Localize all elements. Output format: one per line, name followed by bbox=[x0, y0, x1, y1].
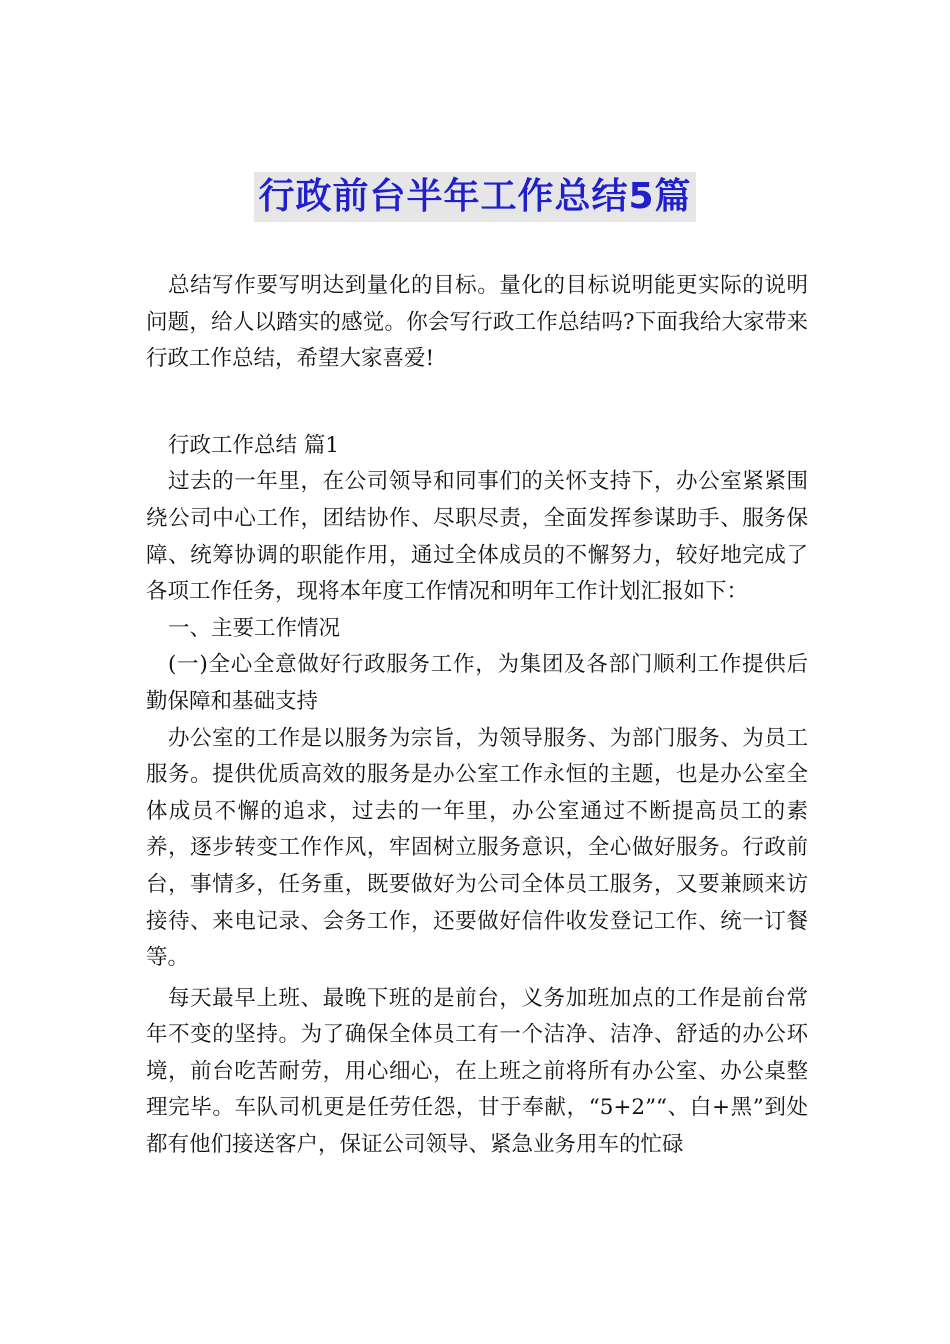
document-body bbox=[146, 268, 808, 1164]
body-paragraph: 过去的一年里，在公司领导和同事们的关怀支持下，办公室紧紧围绕公司中心工作，团结协作、尽职尽责，全面发挥参谋助手、服务保障、统筹协调的职能作用，通过全体成员的不懈努力，较好地完成了各项工作任务，现将本年度工作情况和明年工作计划汇报如下： bbox=[146, 469, 808, 605]
body-paragraph: 每天最早上班、最晚下班的是前台，义务加班加点的工作是前台常年不变的坚持。为了确保全体员工有一个洁净、洁净、舒适的办公环境，前台吃苦耐劳，用心细心，在上班之前将所有办公室、办公桌整理完毕。车队司机更是任劳任怨，甘于奉献，“5+2”“、白+黑”到处都有他们接送客户，保证公司领导、紧急业务用车的忙碌 bbox=[146, 985, 808, 1158]
subheading-main-work: 一、主要工作情况 bbox=[168, 615, 341, 641]
document-title: 行政前台半年工作总结5篇 bbox=[254, 172, 695, 222]
section-heading: 行政工作总结 篇1 bbox=[168, 432, 340, 458]
subheading-service: (一)全心全意做好行政服务工作，为集团及各部门顺利工作提供后勤保障和基础支持 bbox=[146, 652, 808, 714]
intro-paragraph: 总结写作要写明达到量化的目标。量化的目标说明能更实际的说明问题，给人以踏实的感觉。你会写行政工作总结吗?下面我给大家带来行政工作总结，希望大家喜爱! bbox=[146, 273, 808, 372]
body-paragraph: 办公室的工作是以服务为宗旨，为领导服务、为部门服务、为员工服务。提供优质高效的服务是办公室工作永恒的主题，也是办公室全体成员不懈的追求，过去的一年里，办公室通过不断提高员工的素养，逐步转变工作作风，牢固树立服务意识，全心做好服务。行政前台，事情多，任务重，既要做好为公司全体员工服务，又要兼顾来访接待、来电记录、会务工作，还要做好信件收发登记工作、统一订餐等。 bbox=[146, 725, 808, 971]
title-container bbox=[0, 172, 950, 222]
